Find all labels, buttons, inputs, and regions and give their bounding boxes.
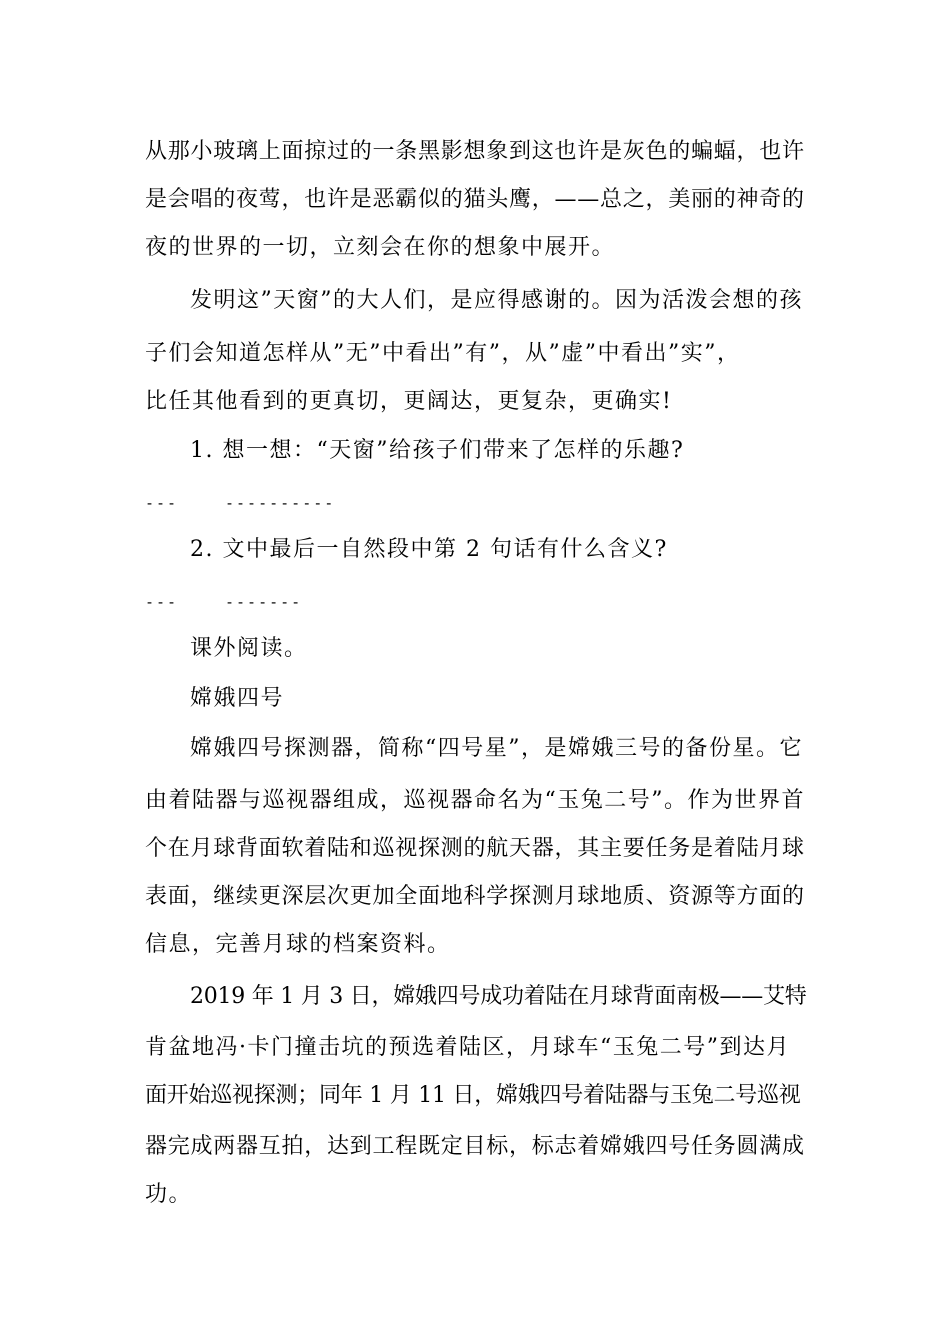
paragraph-3-line-3: 个在月球背面软着陆和巡视探测的航天器，其主要任务是着陆月球 bbox=[145, 836, 805, 861]
paragraph-2-line-3: 比任其他看到的更真切，更阔达，更复杂，更确实! bbox=[145, 389, 673, 414]
article-title: 嫦娥四号 bbox=[190, 686, 285, 711]
section-heading: 课外阅读。 bbox=[190, 636, 308, 661]
paragraph-3-line-1: 嫦娥四号探测器，简称“四号星”，是嫦娥三号的备份星。它 bbox=[190, 736, 803, 761]
paragraph-4-line-1: 2019 年 1 月 3 日，嫦娥四号成功着陆在月球背面南极——艾特 bbox=[190, 984, 807, 1009]
paragraph-2-line-1: 发明这”天窗”的大人们，是应得感谢的。因为活泼会想的孩 bbox=[190, 288, 803, 313]
question-1: 1. 想一想：“天窗”给孩子们带来了怎样的乐趣? bbox=[190, 438, 685, 463]
paragraph-3-line-4: 表面，继续更深层次更加全面地科学探测月球地质、资源等方面的 bbox=[145, 884, 805, 909]
question-2: 2. 文中最后一自然段中第 2 句话有什么含义? bbox=[190, 537, 668, 562]
question-2-answer-prefix: --- bbox=[145, 593, 179, 611]
paragraph-4-line-3: 面开始巡视探测；同年 1 月 11 日，嫦娥四号着陆器与玉兔二号巡视 bbox=[145, 1083, 801, 1108]
paragraph-3-line-2: 由着陆器与巡视器组成，巡视器命名为“玉兔二号”。作为世界首 bbox=[145, 788, 805, 813]
paragraph-4-line-2: 肯盆地冯·卡门撞击坑的预选着陆区，月球车“玉兔二号”到达月 bbox=[145, 1035, 790, 1060]
paragraph-2-line-2: 子们会知道怎样从”无”中看出”有”，从”虚”中看出”实”， bbox=[145, 341, 741, 366]
question-1-answer-prefix: --- bbox=[145, 494, 179, 512]
question-1-answer-blank: ---------- bbox=[225, 494, 336, 512]
paragraph-3-line-5: 信息，完善月球的档案资料。 bbox=[145, 932, 451, 957]
paragraph-1-line-1: 从那小玻璃上面掠过的一条黑影想象到这也许是灰色的蝙蝠，也许 bbox=[145, 139, 805, 164]
question-2-answer-blank: ------- bbox=[225, 593, 303, 611]
paragraph-4-line-4: 器完成两器互拍，达到工程既定目标，标志着嫦娥四号任务圆满成 bbox=[145, 1134, 805, 1159]
paragraph-4-line-5: 功。 bbox=[145, 1182, 193, 1207]
paragraph-1-line-3: 夜的世界的一切，立刻会在你的想象中展开。 bbox=[145, 235, 616, 260]
paragraph-1-line-2: 是会唱的夜莺，也许是恶霸似的猫头鹰，——总之，美丽的神奇的 bbox=[145, 187, 805, 212]
